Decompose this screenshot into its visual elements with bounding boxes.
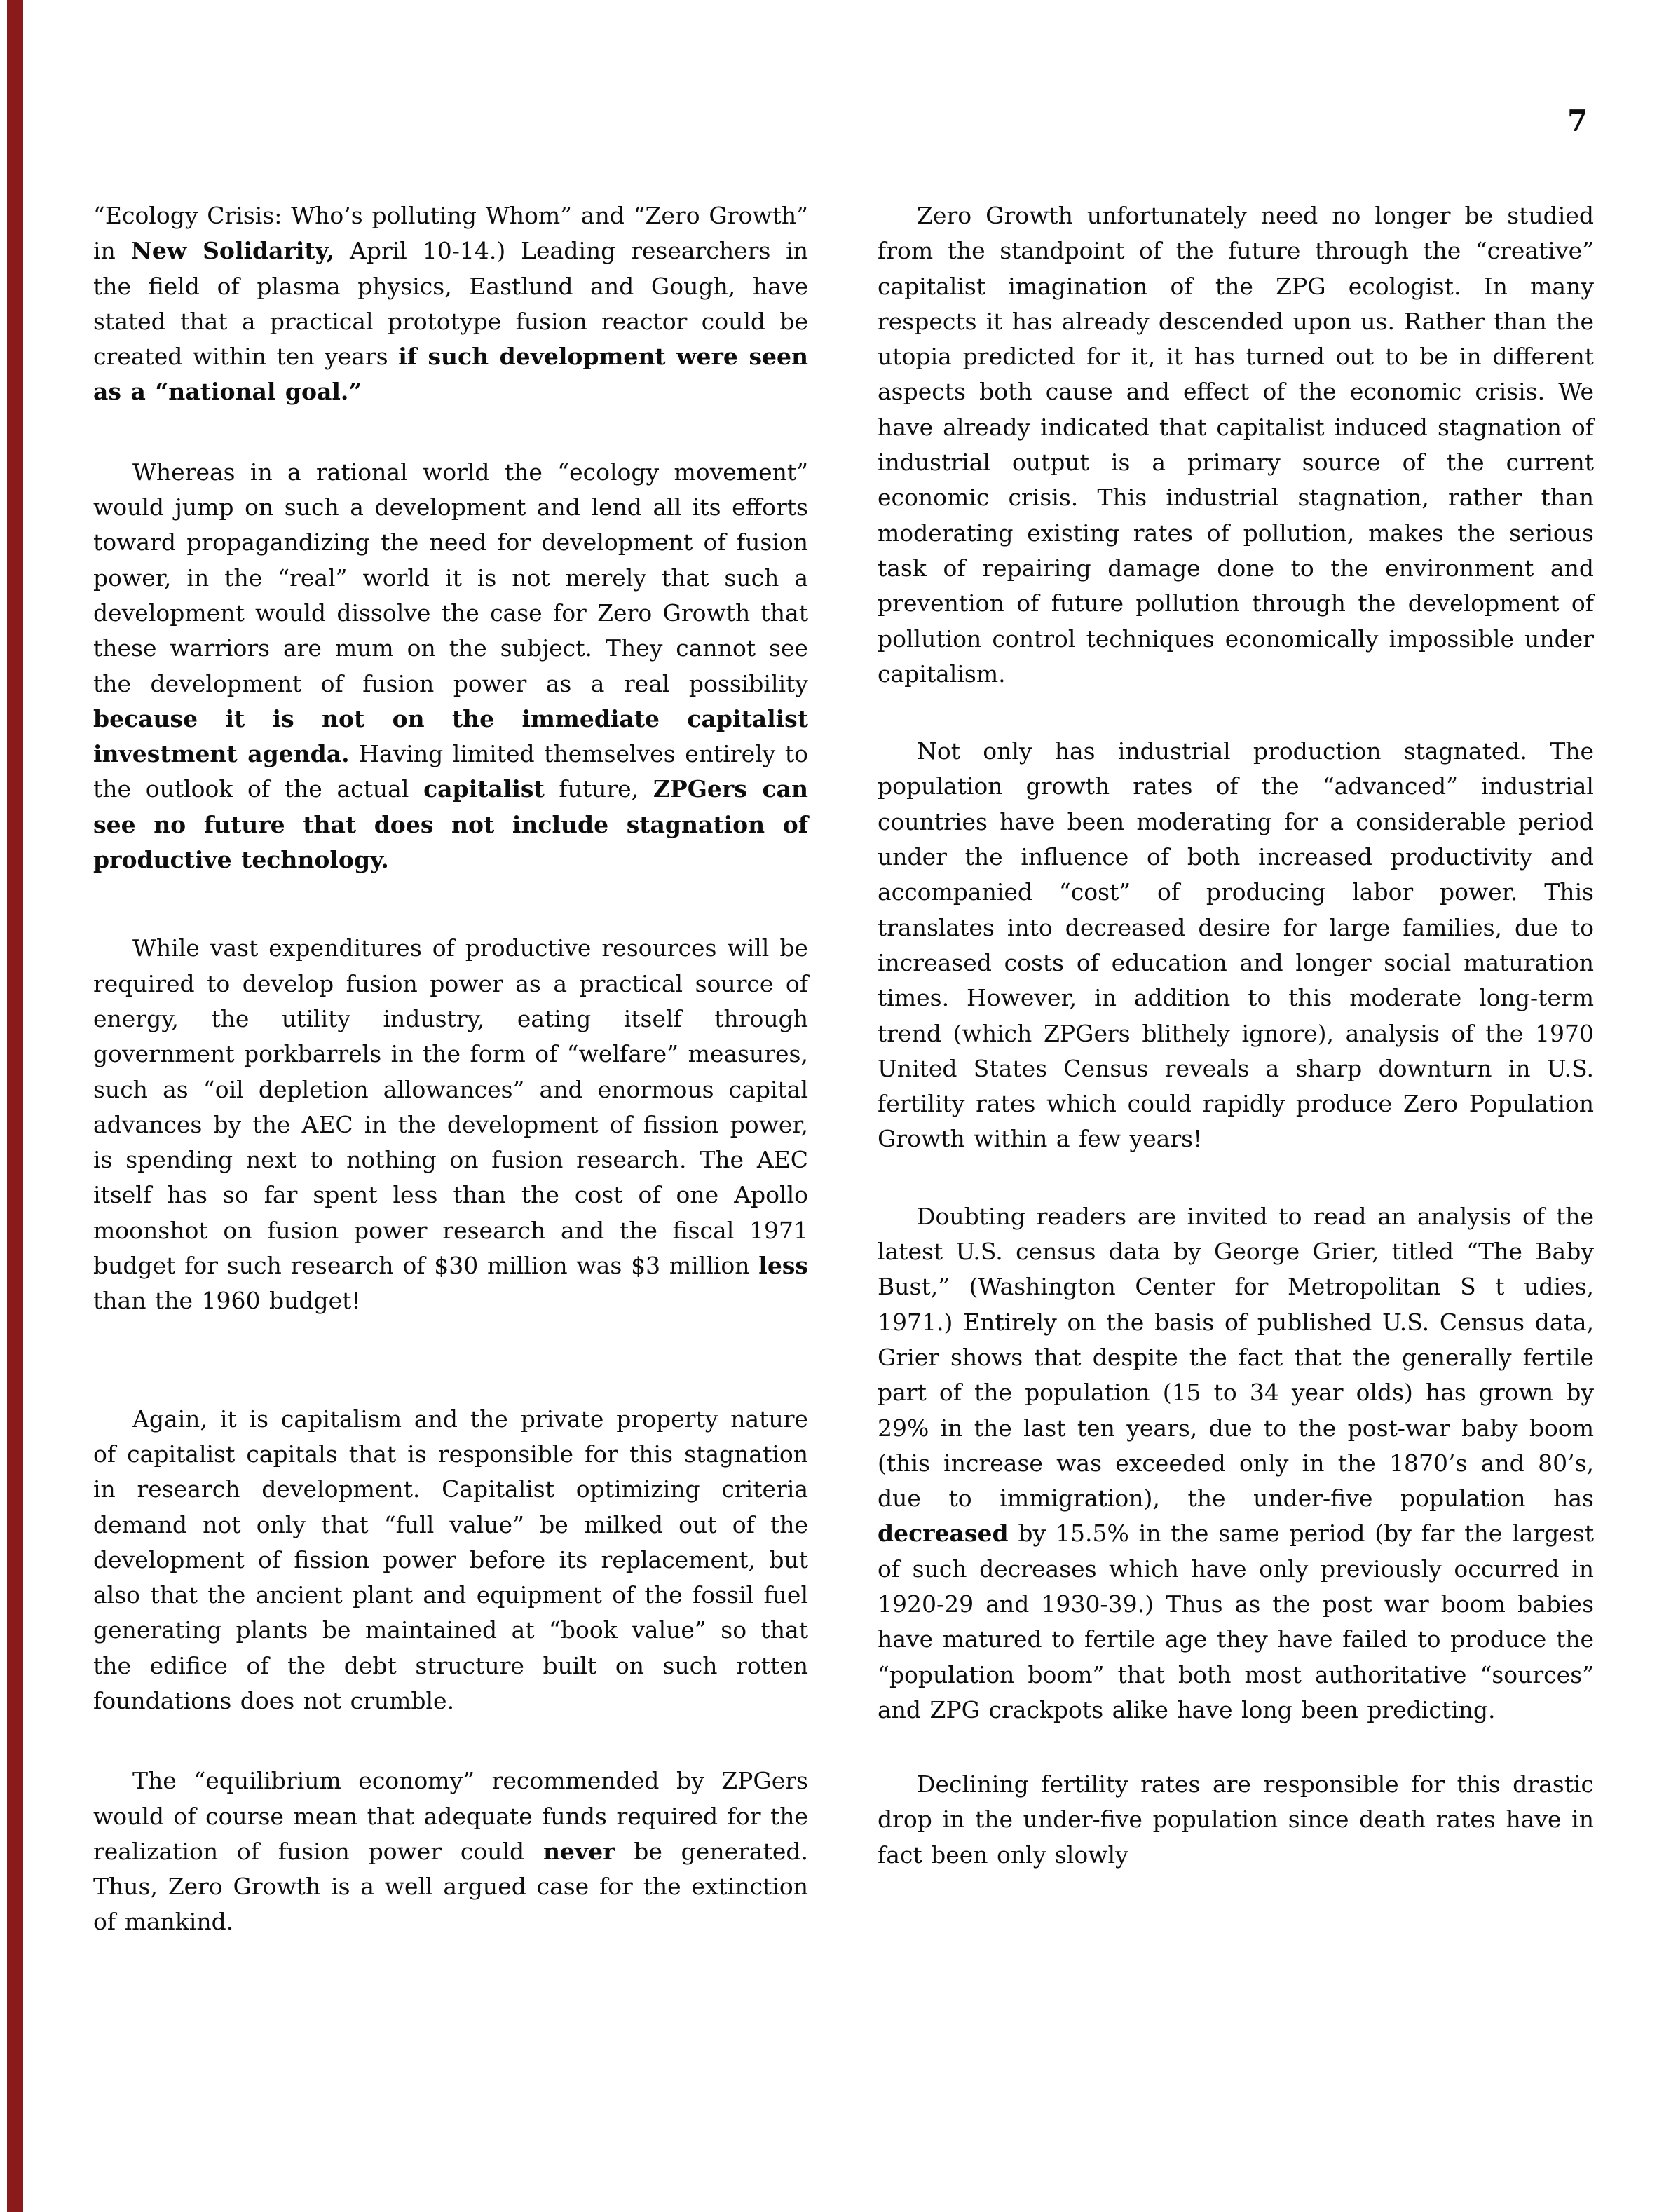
bold-text: New Solidarity, [130,237,335,265]
bold-text: never [543,1837,615,1865]
paragraph: Doubting readers are invited to read an analysis of the latest U.S. census data by George Grier, titled “The Baby Bust,” (Washington Center for Metropolitan S t udies, 1971.) Entirely on the basis of published U.S. Census data, Grier shows that despite the fact that the generally fertile part of the population (15 to 34 year olds) has grown by 29% in the last ten years, due to the post-war baby boom (this increase was exceeded only in the 1870’s and 80’s, due to immigration), the under-five population has decreased by 15.5% in the same period (by far the largest of such decreases which have only previously occurred in 1920-29 and 1930-39.) Thus as the post war boom babies have matured to fertile age they have failed to produce the “population boom” that both most authoritative “sources” and ZPG crackpots alike have long been predicting. [878,1202,1594,1723]
paragraph: Again, it is capitalism and the private property nature of capitalist capitals that is responsible for this stagnation in research development. Capitalist optimizing criteria demand not only that “full value” be milked out of the development of fission power before its replacement, but also that the ancient plant and equipment of the fossil fuel generating plants be maintained at “book value” so that the edifice of the debt structure built on such rotten foundations does not crumble. [93,1405,808,1714]
bold-text: capitalist [423,775,545,803]
bold-text: ZPGers can see no future that does not include stagnation of productive technology. [93,775,808,874]
paragraph: The “equilibrium economy” recommended by ZPGers would of course mean that adequate funds required for the realization of fusion power could never be generated. Thus, Zero Growth is a well argued case for the extinction of mankind. [93,1767,808,1936]
paragraph: While vast expenditures of productive resources will be required to develop fusion power as a practical source of energy, the utility industry, eating itself through government porkbarrels in the form of “welfare” measures, such as “oil depletion allowances” and enormous capital advances by the AEC in the development of fission power, is spending next to nothing on fusion research. The AEC itself has so far spent less than the cost of one Apollo moonshot on fusion power research and the fiscal 1971 budget for such research of $30 million was $3 million less than the 1960 budget! [93,934,808,1315]
left-text-column [93,198,808,1940]
paragraph: Not only has industrial production stagnated. The population growth rates of the “advanced” industrial countries have been moderating for a considerable period under the influence of both increased productivity and accompanied “cost” of producing labor power. This translates into decreased desire for large families, due to increased costs of education and longer social maturation times. However, in addition to this moderate long-term trend (which ZPGers blithely ignore), analysis of the 1970 United States Census reveals a sharp downturn in U.S. fertility rates which could rapidly produce Zero Population Growth within a few years! [878,737,1594,1153]
bold-text: if such development were seen as a “national goal.” [93,343,809,406]
bold-text: decreased [878,1520,1009,1548]
bold-text: because it is not on the immediate capitalist investment agenda. [93,704,808,768]
bold-text: less [758,1252,808,1280]
paragraph: Zero Growth unfortunately need no longer be studied from the standpoint of the future through the “creative” capitalist imagination of the ZPG ecologist. In many respects it has already descended upon us. Rather than the utopia predicted for it, it has turned out to be in different aspects both cause and effect of the economic crisis. We have already indicated that capitalist induced stagnation of industrial output is a primary source of the current economic crisis. This industrial stagnation, rather than moderating existing rates of pollution, makes the serious task of repairing damage done to the environment and prevention of future pollution through the development of pollution control techniques economically impossible under capitalism. [878,202,1594,688]
page-number: 7 [1567,104,1589,138]
paragraph: Declining fertility rates are responsible for this drastic drop in the under-five population since death rates have in fact been only slowly [878,1770,1594,1869]
paragraph: Whereas in a rational world the “ecology movement” would jump on such a development and lend all its efforts toward propagandizing the need for development of fusion power, in the “real” world it is not merely that such a development would dissolve the case for Zero Growth that these warriors are mum on the subject. They cannot see the development of fusion power as a real possibility because it is not on the immediate capitalist investment agenda. Having limited themselves entirely to the outlook of the actual capitalist future, ZPGers can see no future that does not include stagnation of productive technology. [93,458,808,874]
paragraph: “Ecology Crisis: Who’s polluting Whom” and “Zero Growth” in New Solidarity, April 10-14.) Leading researchers in the field of plasma physics, Eastlund and Gough, have stated that a practical prototype fusion reactor could be created within ten years if such development were seen as a “national goal.” [93,202,809,406]
scan-edge-stripe [7,0,23,2212]
right-text-column [878,198,1594,1873]
